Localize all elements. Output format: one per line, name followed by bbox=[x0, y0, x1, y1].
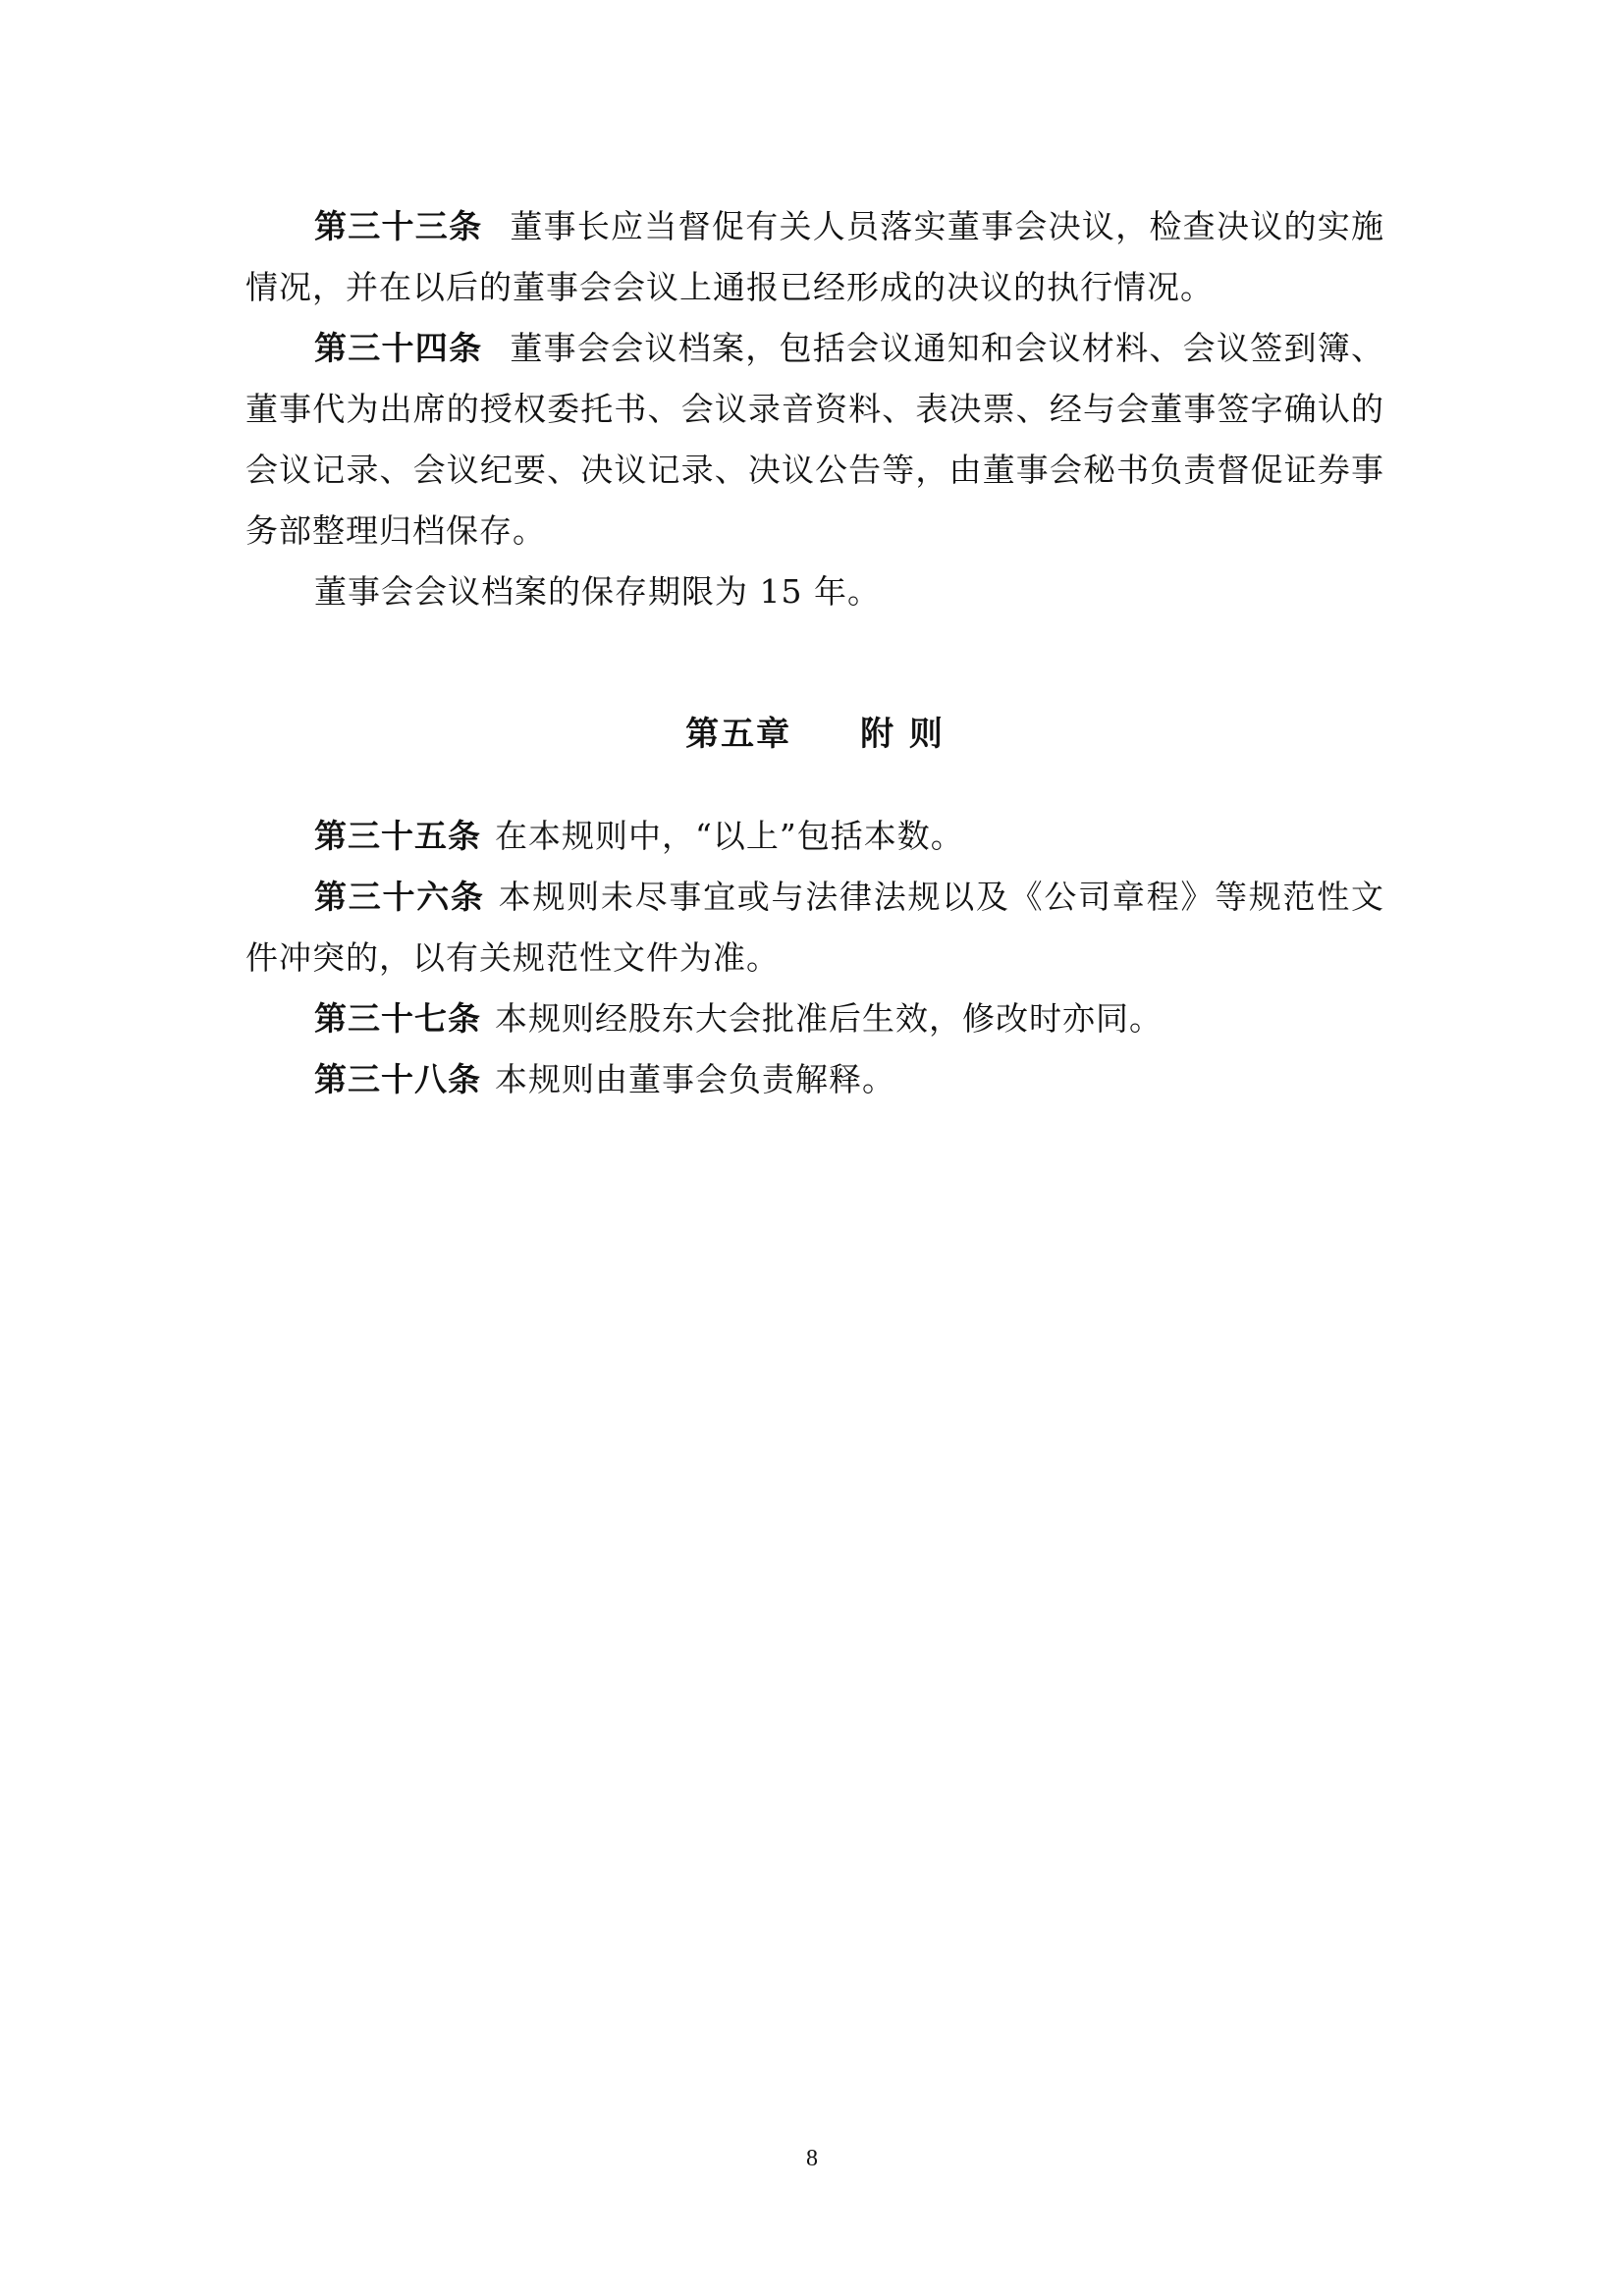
chapter-heading bbox=[245, 707, 1384, 755]
article-33-text: 董事长应当督促有关人员落实董事会决议，检查决议的实施情况，并在以后的董事会会议上通报已经形成的决议的执行情况。 bbox=[245, 207, 1385, 306]
article-37-text: 本规则经股东大会批准后生效，修改时亦同。 bbox=[495, 999, 1163, 1038]
article-38 bbox=[245, 1049, 1384, 1110]
article-38-text: 本规则由董事会负责解释。 bbox=[495, 1060, 895, 1098]
article-34-text: 董事会会议档案，包括会议通知和会议材料、会议签到簿、董事代为出席的授权委托书、会议录音资料、表决票、经与会董事签字确认的会议记录、会议纪要、决议记录、决议公告等，由董事会秘书负责督促证券事务部整理归档保存。 bbox=[245, 329, 1385, 550]
article-33-number: 第三十三条 bbox=[314, 207, 483, 245]
article-34 bbox=[245, 318, 1384, 561]
archive-period-paragraph: 董事会会议档案的保存期限为 15 年。 bbox=[314, 572, 881, 611]
article-36-text: 本规则未尽事宜或与法律法规以及《公司章程》等规范性文件冲突的，以有关规范性文件为准。 bbox=[245, 878, 1385, 977]
article-35-number: 第三十五条 bbox=[314, 817, 481, 855]
article-34-number: 第三十四条 bbox=[314, 329, 483, 367]
chapter-number: 第五章 bbox=[685, 715, 792, 754]
page-number: 8 bbox=[806, 2146, 818, 2171]
article-37 bbox=[245, 988, 1384, 1049]
article-38-number: 第三十八条 bbox=[314, 1060, 481, 1098]
article-35 bbox=[245, 806, 1384, 867]
article-37-number: 第三十七条 bbox=[314, 999, 481, 1038]
article-36-number: 第三十六条 bbox=[314, 878, 485, 916]
article-35-text: 在本规则中，“以上”包括本数。 bbox=[495, 817, 964, 855]
article-33 bbox=[245, 196, 1384, 318]
document-page bbox=[245, 196, 1384, 1110]
chapter-title: 附 则 bbox=[860, 715, 945, 754]
article-36 bbox=[245, 867, 1384, 988]
